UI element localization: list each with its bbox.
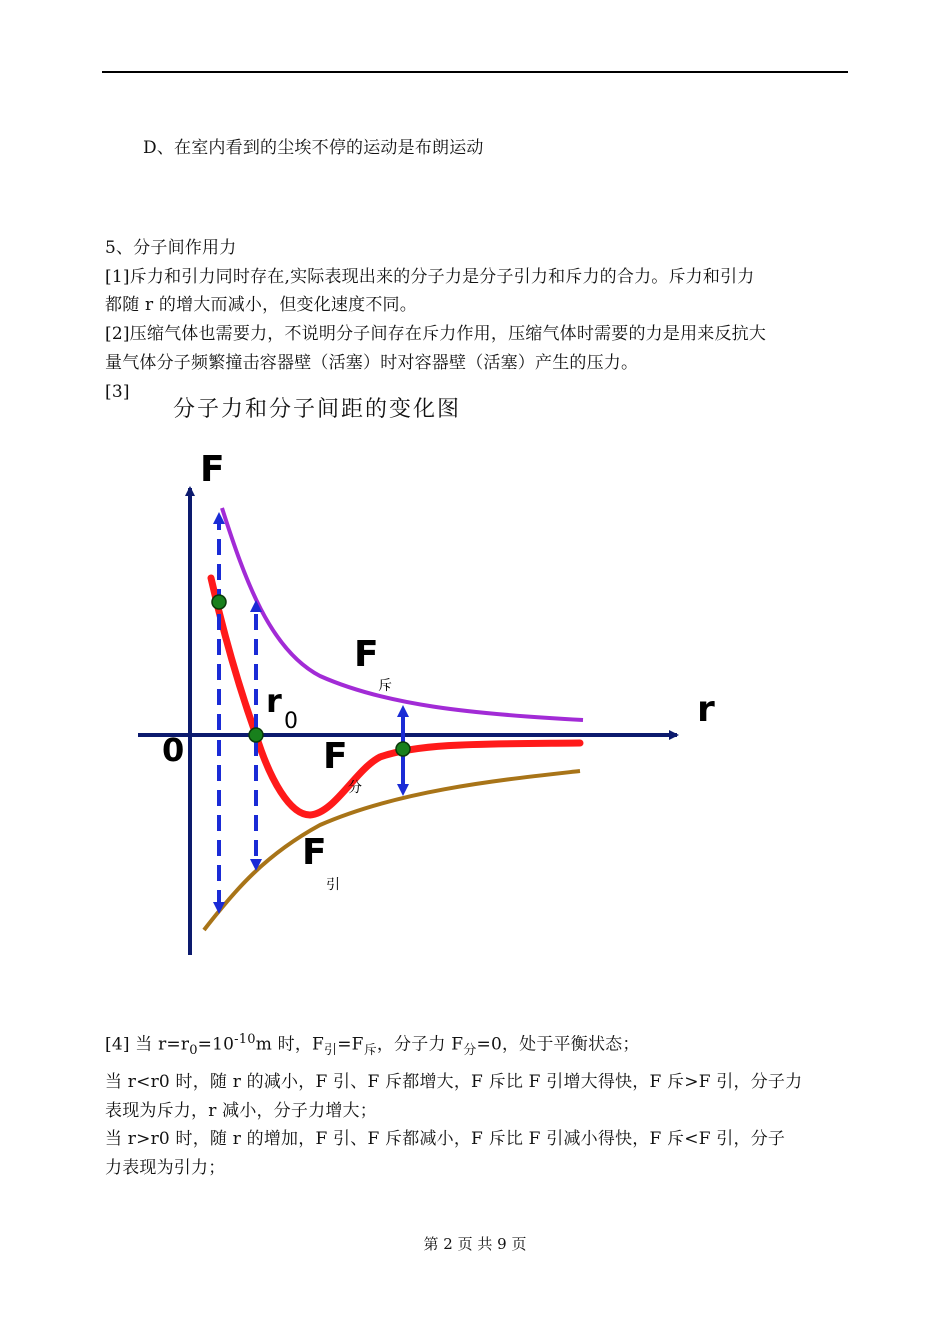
para6-line2: 力表现为引力；: [105, 1158, 226, 1178]
y-axis-label: F: [200, 449, 225, 490]
para5-line1: 当 r<r0 时，随 r 的减小，F 引、F 斥都增大，F 斥比 F 引增大得快，F 斥>F 引，分子力: [105, 1072, 803, 1092]
para5-line2: 表现为斥力，r 减小，分子力增大；: [105, 1101, 377, 1121]
attraction-label-main: F: [302, 832, 327, 873]
attraction-label-sub: 引: [326, 877, 340, 893]
net-force-label-sub: 分: [348, 780, 362, 796]
para4-sup-exp: -10: [234, 1032, 256, 1047]
intersect-dot-right: [396, 742, 410, 756]
intersect-dot-left: [212, 595, 226, 609]
para4-text-1: [4] 当 r=r: [105, 1034, 190, 1055]
section-heading: 5、分子间作用力: [105, 238, 237, 258]
para4-text-3: m 时，F: [255, 1034, 325, 1055]
attraction-curve: [204, 771, 580, 930]
repulsion-label-main: F: [354, 634, 379, 675]
option-d: D、在室内看到的尘埃不停的运动是布朗运动: [143, 138, 484, 158]
r0-label-sub: 0: [284, 709, 298, 734]
para4-text-5: ，分子力 F: [376, 1034, 464, 1055]
para2-line1: [2]压缩气体也需要力，不说明分子间存在斥力作用，压缩气体时需要的力是用来反抗大: [105, 324, 767, 344]
figure-title: 分子力和分子间距的变化图: [173, 397, 462, 422]
para1-line2: 都随 r 的增大而减小，但变化速度不同。: [105, 295, 417, 315]
para4-text-2: =10: [197, 1034, 235, 1055]
para4-text-4: =F: [337, 1034, 364, 1055]
para2-line2: 量气体分子频繁撞击容器壁（活塞）时对容器壁（活塞）产生的压力。: [105, 353, 639, 373]
para6-line1: 当 r>r0 时，随 r 的增加，F 引、F 斥都减小，F 斥比 F 引减小得快，F 斥<F 引，分子: [105, 1129, 786, 1149]
para1-line1: [1]斥力和引力同时存在,实际表现出来的分子力是分子引力和斥力的合力。斥力和引力: [105, 267, 755, 287]
para4-sub-r0: 0: [189, 1043, 198, 1059]
page-footer: 第 2 页 共 9 页: [423, 1235, 527, 1253]
r0-label-main: r: [266, 682, 282, 720]
net-force-label-main: F: [323, 736, 348, 777]
x-axis-label: r: [697, 689, 715, 730]
para4-sub-attract: 引: [324, 1043, 338, 1059]
para4-sub-repel: 斥: [363, 1043, 377, 1059]
para4-equilibrium: [105, 1030, 640, 1061]
para3-label: [3]: [105, 382, 130, 402]
repulsion-label-sub: 斥: [378, 678, 392, 694]
para4-sub-net: 分: [463, 1043, 477, 1059]
intersect-dot-r0: [249, 728, 263, 742]
para4-text-6: =0，处于平衡状态；: [476, 1034, 640, 1055]
origin-label: 0: [162, 731, 185, 769]
